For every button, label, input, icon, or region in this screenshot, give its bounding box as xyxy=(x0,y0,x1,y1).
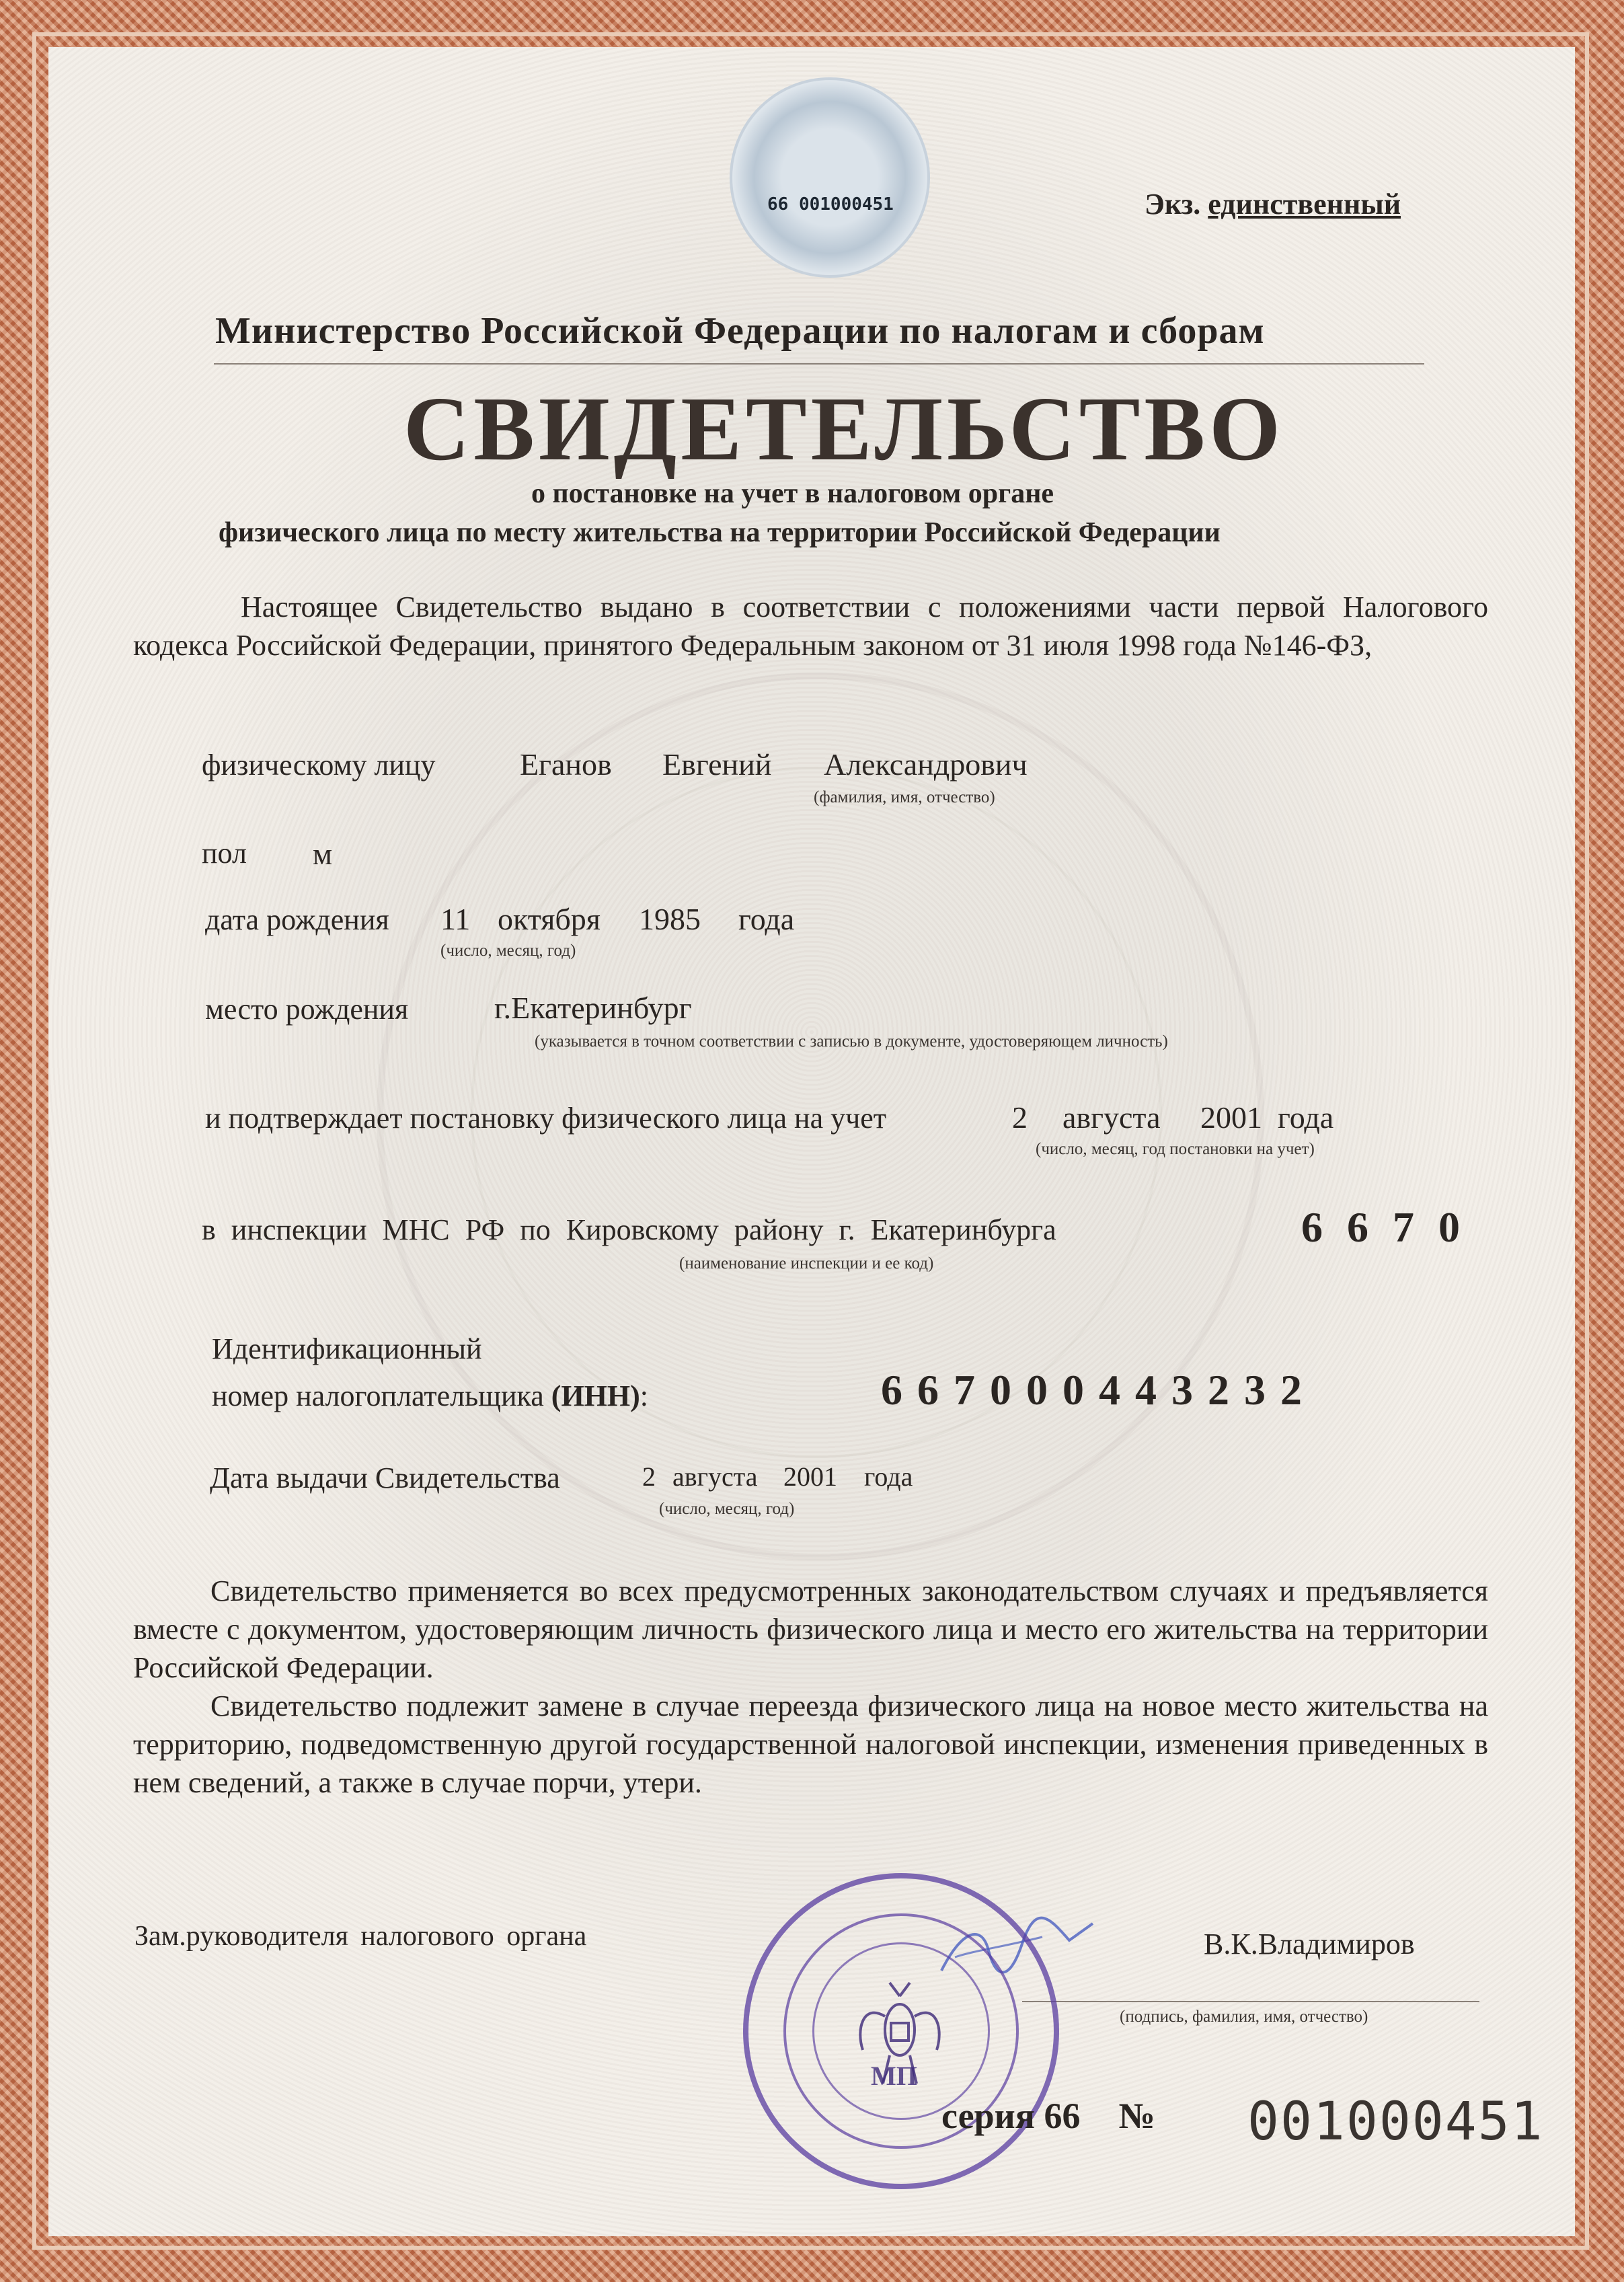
person-hint: (фамилия, имя, отчество) xyxy=(814,788,995,806)
series-line xyxy=(941,2095,1155,2137)
inspection-hint: (наименование инспекции и ее код) xyxy=(679,1254,934,1272)
intro-paragraph xyxy=(133,588,1488,664)
intro-text: Настоящее Свидетельство выдано в соответствии с положениями части первой Налогового кодекса Российской Федерации, принятого Федеральным законом от 31 июля 1998 года №146-ФЗ, xyxy=(133,591,1488,662)
birth-month: октября xyxy=(498,902,601,936)
stamp-mp: МП xyxy=(871,2061,917,2091)
inn-label-abbr: (ИНН) xyxy=(551,1379,640,1412)
hologram-number: 66 001000451 xyxy=(767,194,894,215)
rules-paragraph-1 xyxy=(133,1572,1488,1687)
sex-value: м xyxy=(313,837,333,871)
person-surname: Еганов xyxy=(520,747,612,782)
series-label: серия xyxy=(941,2096,1035,2136)
birth-date-label: дата рождения xyxy=(205,903,389,936)
birth-year: 1985 xyxy=(639,902,701,936)
registration-label: и подтверждает постановку физического лица на учет xyxy=(205,1102,887,1135)
rules-text-2: Свидетельство подлежит замене в случае переезда физического лица на новое место жительства на территорию, подведомственную другой государственной налоговой инспекции, изменения приведенных в нем сведений, а также в случае порчи, утери. xyxy=(133,1689,1488,1799)
registration-suffix: года xyxy=(1278,1100,1334,1135)
sex-label: пол xyxy=(202,837,247,870)
signatory-hint: (подпись, фамилия, имя, отчество) xyxy=(1120,2008,1368,2026)
inspection-code: 6670 xyxy=(1301,1203,1484,1251)
registration-hint: (число, месяц, год постановки на учет) xyxy=(1036,1140,1315,1158)
issue-date-hint: (число, месяц, год) xyxy=(659,1500,795,1518)
birth-suffix: года xyxy=(738,902,795,936)
subtitle-line-1: о постановке на учет в налоговом органе xyxy=(531,478,1054,509)
registration-month: августа xyxy=(1062,1100,1161,1135)
inn-label-colon: : xyxy=(640,1379,649,1412)
issue-date-label: Дата выдачи Свидетельства xyxy=(210,1461,560,1494)
ministry-name: Министерство Российской Федерации по налогам и сборам xyxy=(215,310,1265,352)
ministry-underline xyxy=(214,363,1424,365)
person-label: физическому лицу xyxy=(202,749,436,782)
inn-value: 667000443232 xyxy=(881,1366,1317,1414)
series-number-label: № xyxy=(1118,2096,1155,2136)
subtitle-line-2: физического лица по месту жительства на территории Российской Федерации xyxy=(219,517,1221,548)
rules-text-1: Свидетельство применяется во всех предусмотренных законодательством случаях и предъявляется вместе с документом, удостоверяющим личность физического лица и место его жительства на территории Российской Федерации. xyxy=(133,1574,1488,1684)
registration-day: 2 xyxy=(1012,1100,1028,1135)
person-patronymic: Александрович xyxy=(824,747,1028,782)
birth-place-hint: (указывается в точном соответствии с записью в документе, удостоверяющем личность) xyxy=(535,1032,1168,1051)
registration-year: 2001 xyxy=(1200,1100,1262,1135)
copy-note-label: Экз. xyxy=(1145,188,1201,221)
inn-label-text: номер налогоплательщика xyxy=(212,1379,544,1412)
issue-suffix: года xyxy=(864,1461,913,1492)
copy-note-value: единственный xyxy=(1208,188,1401,221)
birth-place-value: г.Екатеринбург xyxy=(494,991,692,1025)
issue-day: 2 xyxy=(642,1461,656,1492)
signatory-title: Зам.руководителя налогового органа xyxy=(134,1921,587,1952)
signatory-name: В.К.Владимиров xyxy=(1204,1928,1415,1961)
birth-day: 11 xyxy=(440,902,471,936)
issue-month: августа xyxy=(672,1461,758,1492)
inn-label-line-2 xyxy=(212,1379,648,1413)
issue-year: 2001 xyxy=(783,1461,837,1492)
series-value: 66 xyxy=(1044,2096,1081,2136)
birth-place-label: место рождения xyxy=(205,993,409,1026)
inn-label-line-1: Идентификационный xyxy=(212,1332,482,1365)
hologram-sticker xyxy=(730,77,930,278)
birth-date-hint: (число, месяц, год) xyxy=(440,942,576,960)
inspection-label: в инспекции МНС РФ по Кировскому району г. Екатеринбурга xyxy=(202,1213,1056,1246)
signature-line xyxy=(1022,2001,1479,2002)
document-title: СВИДЕТЕЛЬСТВО xyxy=(403,379,1284,480)
series-number: 001000451 xyxy=(1247,2092,1544,2152)
copy-note xyxy=(1145,187,1401,221)
person-name: Евгений xyxy=(662,747,772,782)
official-stamp xyxy=(743,1873,1059,2189)
rules-paragraph-2 xyxy=(133,1687,1488,1802)
